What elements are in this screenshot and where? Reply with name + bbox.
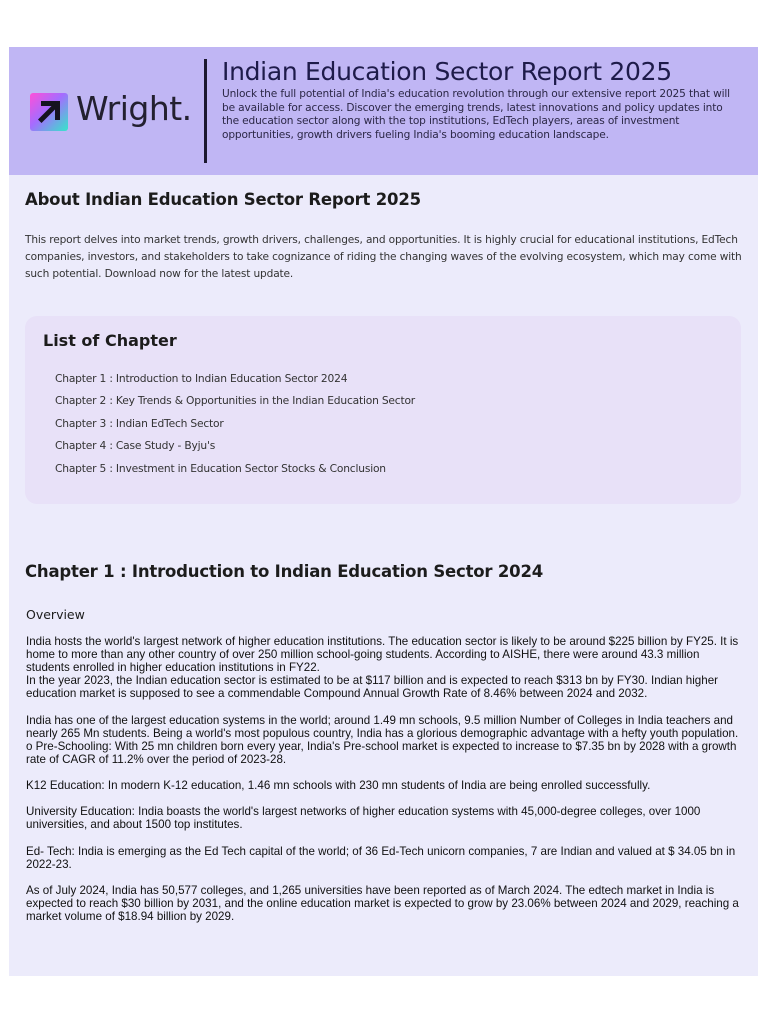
chapter-item-3[interactable]: Chapter 3 : Indian EdTech Sector (55, 416, 224, 430)
paragraph: Ed- Tech: India is emerging as the Ed Tech capital of the world; of 36 Ed-Tech unicorn companies, 7 are Indian and valued at $ 34.05 bn in 2022-23. (26, 844, 736, 871)
chapter-1-heading: Chapter 1 : Introduction to Indian Education Sector 2024 (25, 562, 544, 581)
overview-label: Overview (26, 607, 85, 622)
chapter-item-4[interactable]: Chapter 4 : Case Study - Byju's (55, 439, 216, 453)
chapter-list-panel (25, 316, 741, 504)
paragraph: K12 Education: In modern K-12 education, 1.46 mn schools with 230 mn students of India are being enrolled successfully. (26, 779, 651, 793)
chapter-item-1[interactable]: Chapter 1 : Introduction to Indian Education Sector 2024 (55, 372, 348, 385)
chapter-list (55, 371, 415, 483)
logo-text: Wright. (76, 89, 192, 128)
paragraph: India has one of the largest education systems in the world; around 1.49 mn schools, 9.5 million Number of Colleges in India teachers and nearly 265 Mn students. Being a world's most populous country, India has a glorious demographic advantage with a hefty youth population. (26, 713, 739, 740)
paragraph: India hosts the world's largest network of higher education institutions. The education sector is likely to be around $225 billion by FY25. It is home to more than any other country of over 250 million school-going students. According to AISHE, there were around 43.3 million students enrolled in higher education institutions in FY22. (26, 635, 739, 675)
about-heading: About Indian Education Sector Report 2025 (25, 190, 421, 209)
chapter-list-heading: List of Chapter (43, 331, 177, 350)
report-page (9, 47, 758, 976)
arrow-up-right-logo-icon (30, 93, 68, 131)
paragraph: As of July 2024, India has 50,577 colleges, and 1,265 universities have been reported as of March 2024. The edtech market in India is expected to reach $30 billion by 2031, and the online education market is expected to grow by 23.06% between 2024 and 2029, reaching a market volume of $18.94 billion by 2029. (26, 883, 739, 923)
chapter-1-body (26, 635, 746, 936)
page-subtitle: Unlock the full potential of India's education revolution through our extensive report 2025 that will be available for access. Discover the emerging trends, latest innovations and policy updates into the education sector along with the top institutions, EdTech players, areas of investment opportunities, growth drivers fueling India's booming education landscape. (222, 88, 730, 141)
about-text: This report delves into market trends, growth drivers, challenges, and opportunities. It is highly crucial for educational institutions, EdTech companies, investors, and stakeholders to take cognizance of riding the changing waves of the evolving ecosystem, which may come with such potential. Download now for the latest update. (25, 234, 742, 280)
page-title: Indian Education Sector Report 2025 (222, 57, 672, 86)
chapter-item-5[interactable]: Chapter 5 : Investment in Education Sector Stocks & Conclusion (55, 461, 386, 475)
wright-logo[interactable] (30, 89, 192, 133)
paragraph: University Education: India boasts the world's largest networks of higher education systems with 45,000-degree colleges, over 1000 universities, and about 1500 top institutes. (26, 805, 701, 832)
paragraph: In the year 2023, the Indian education sector is estimated to be at $117 billion and is expected to reach $313 bn by FY30. Indian higher education market is supposed to see a commendable Compound Annual Growth Rate of 8.46% between 2024 and 2032. (26, 674, 719, 701)
header-divider (204, 59, 207, 163)
paragraph: o Pre-Schooling: With 25 mn children born every year, India's Pre-school market is expected to increase to $7.35 bn by 2028 with a growth rate of CAGR of 11.2% over the period of 2023-28. (26, 739, 737, 766)
chapter-item-2[interactable]: Chapter 2 : Key Trends & Opportunities in the Indian Education Sector (55, 394, 415, 408)
header-banner (9, 47, 758, 175)
